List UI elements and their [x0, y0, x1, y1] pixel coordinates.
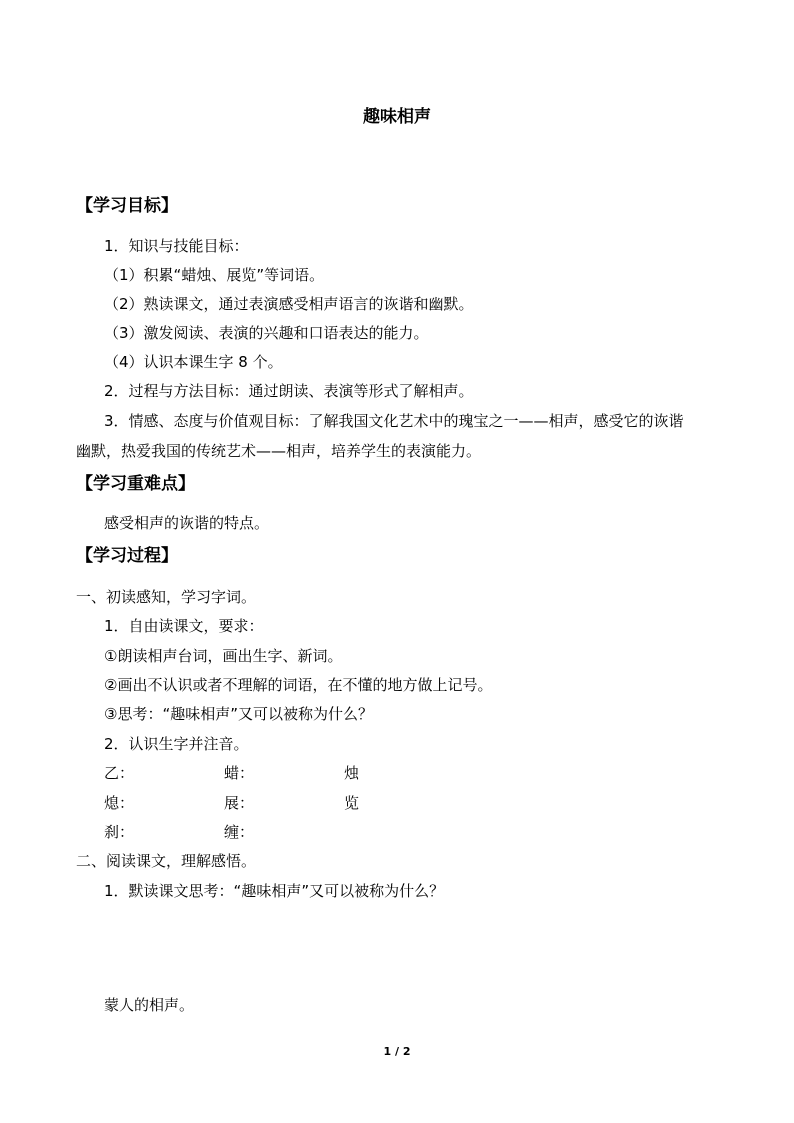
- objective-sub-1: （1）积累“蜡烛、展览”等词语。: [104, 266, 325, 284]
- objective-item-3-line-1: 3．情感、态度与价值观目标：了解我国文化艺术中的瑰宝之一——相声，感受它的诙谐: [104, 412, 684, 430]
- objective-item-3-line-2: 幽默，热爱我国的传统艺术——相声，培养学生的表演能力。: [76, 442, 482, 460]
- char-cell: 展：: [224, 794, 255, 812]
- objective-item-2: 2．过程与方法目标：通过朗读、表演等形式了解相声。: [104, 382, 474, 400]
- answer-text: 蒙人的相声。: [104, 996, 195, 1014]
- char-cell: 览: [344, 794, 360, 812]
- process-part-1: 一、初读感知，学习字词。: [76, 588, 257, 606]
- key-points-text: 感受相声的诙谐的特点。: [104, 514, 270, 532]
- objective-item-1: 1．知识与技能目标：: [104, 237, 249, 255]
- page-number: 1 / 2: [383, 1045, 411, 1058]
- objectives-heading: 【学习目标】: [76, 196, 178, 216]
- process-part-2-item-1: 1．默读课文思考：“趣味相声”又可以被称为什么？: [104, 882, 445, 900]
- requirement-2: ②画出不认识或者不理解的词语，在不懂的地方做上记号。: [104, 676, 493, 694]
- char-cell: 蜡：: [224, 764, 255, 782]
- requirement-1: ①朗读相声台词，画出生字、新词。: [104, 647, 343, 665]
- objective-sub-4: （4）认识本课生字 8 个。: [104, 353, 283, 371]
- process-part-1-item-1: 1．自由读课文，要求：: [104, 617, 264, 635]
- process-part-2: 二、阅读课文，理解感悟。: [76, 852, 257, 870]
- char-cell: 烛: [344, 764, 360, 782]
- page-title: 趣味相声: [363, 107, 431, 127]
- process-part-1-item-2: 2．认识生字并注音。: [104, 735, 249, 753]
- requirement-3: ③思考：“趣味相声”又可以被称为什么？: [104, 705, 373, 723]
- char-cell: 刹：: [104, 823, 135, 841]
- objective-sub-3: （3）激发阅读、表演的兴趣和口语表达的能力。: [104, 324, 429, 342]
- key-points-heading: 【学习重难点】: [76, 474, 195, 494]
- char-cell: 熄：: [104, 794, 135, 812]
- char-cell: 乙：: [104, 764, 135, 782]
- char-cell: 缠：: [224, 823, 255, 841]
- process-heading: 【学习过程】: [76, 546, 178, 566]
- objective-sub-2: （2）熟读课文，通过表演感受相声语言的诙谐和幽默。: [104, 295, 474, 313]
